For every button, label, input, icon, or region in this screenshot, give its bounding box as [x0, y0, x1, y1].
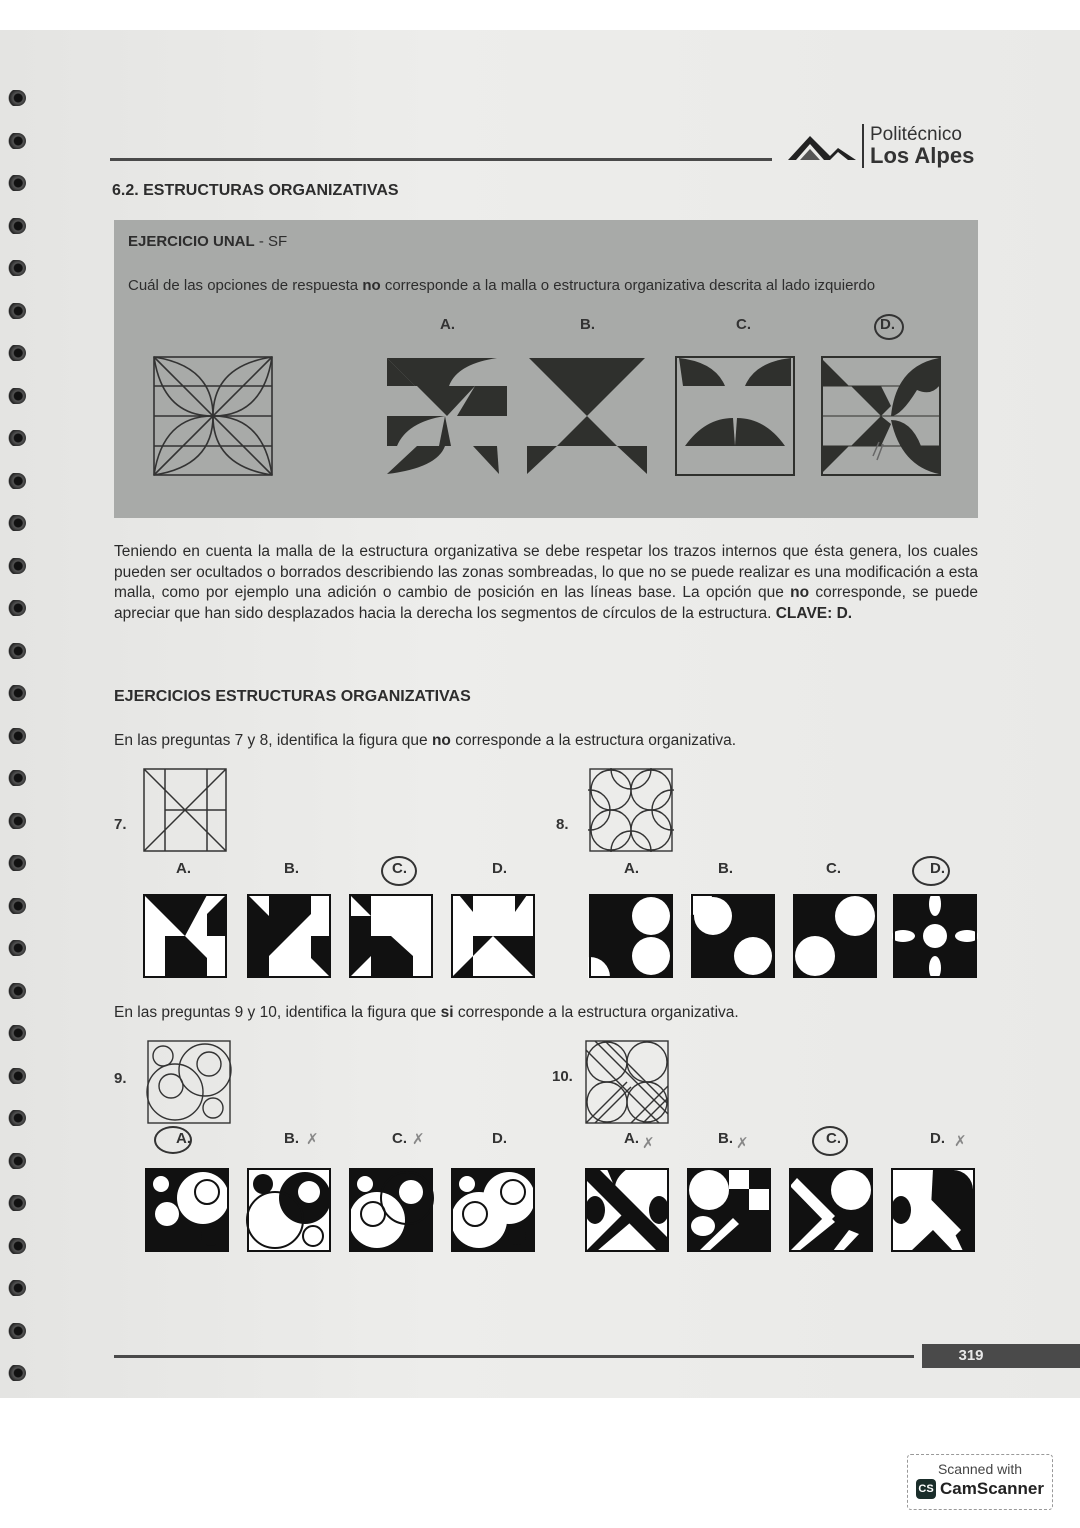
- q7-option-a-label: A.: [176, 860, 191, 877]
- instructions-9-10: En las preguntas 9 y 10, identifica la figura que si corresponde a la estructura organizativa.: [114, 1004, 739, 1021]
- watermark-line2: CamScanner: [940, 1479, 1044, 1498]
- q7-option-c-figure: [348, 894, 434, 978]
- q9-c-cross-mark: ✗: [412, 1131, 425, 1148]
- spiral-ring: [0, 430, 26, 446]
- explanation-paragraph: Teniendo en cuenta la malla de la estructura organizativa se debe respetar los trazos internos que ésta genera, los cuales pueden ser ocultados o borrados describiendo las zonas sombreadas, lo que no se puede realizar es una modificación a esta malla, como por ejemplo una adición o cambio de posición en las líneas base. La opción que no corresponde, se puede apreciar que han sido desplazados hacia la derecha los segmentos de círculos de la estructura. CLAVE: D.: [114, 543, 978, 622]
- spiral-ring: [0, 388, 26, 404]
- q8-answer-circle: [912, 856, 950, 886]
- question-10-structure: [584, 1040, 670, 1124]
- spiral-ring: [0, 1068, 26, 1084]
- q7-option-b-figure: [246, 894, 332, 978]
- q7-option-d-figure: [450, 894, 536, 978]
- question-8-number: 8.: [556, 816, 569, 833]
- footer-rule: [114, 1355, 914, 1358]
- example-option-c-figure: [674, 356, 796, 476]
- q10-option-c-label: C.: [826, 1130, 841, 1147]
- spiral-ring: [0, 1153, 26, 1169]
- example-title: EJERCICIO UNAL - SF: [128, 233, 288, 250]
- question-7-structure: [142, 768, 228, 852]
- q9-option-d-label: D.: [492, 1130, 507, 1147]
- exercises-title: EJERCICIOS ESTRUCTURAS ORGANIZATIVAS: [114, 688, 471, 705]
- q10-option-c-figure: [788, 1168, 874, 1252]
- spiral-ring: [0, 1025, 26, 1041]
- spiral-ring: [0, 940, 26, 956]
- logo-line2: Los Alpes: [870, 143, 975, 168]
- spiral-ring: [0, 1323, 26, 1339]
- q7-option-c-label: C.: [392, 860, 407, 877]
- camscanner-watermark: [907, 1454, 1053, 1510]
- spiral-ring: [0, 770, 26, 786]
- instructions-7-8: En las preguntas 7 y 8, identifica la figura que no corresponde a la estructura organizativa.: [114, 732, 737, 749]
- question-8-structure: [588, 768, 674, 852]
- q8-option-a-figure: [588, 894, 674, 978]
- q8-option-c-figure: [792, 894, 878, 978]
- spiral-ring: [0, 1110, 26, 1126]
- q7-option-d-label: D.: [492, 860, 507, 877]
- spiral-ring: [0, 728, 26, 744]
- spiral-ring: [0, 855, 26, 871]
- spiral-ring: [0, 983, 26, 999]
- spiral-ring: [0, 643, 26, 659]
- option-c-label: C.: [736, 316, 751, 333]
- q8-option-c-label: C.: [826, 860, 841, 877]
- question-9-number: 9.: [114, 1070, 127, 1087]
- q7-option-b-label: B.: [284, 860, 299, 877]
- q10-a-cross-mark: ✗: [642, 1135, 655, 1152]
- spiral-ring: [0, 90, 26, 106]
- camscanner-logo-icon: CS: [916, 1479, 936, 1499]
- spiral-ring: [0, 1195, 26, 1211]
- spiral-ring: [0, 600, 26, 616]
- logo-separator: [862, 124, 864, 168]
- politecnico-logo: [786, 124, 986, 170]
- question-9-structure: [146, 1040, 232, 1124]
- spiral-binding: [0, 90, 30, 1410]
- spiral-ring: [0, 1238, 26, 1254]
- q9-option-b-label: B.: [284, 1130, 299, 1147]
- section-title: 6.2. ESTRUCTURAS ORGANIZATIVAS: [112, 182, 399, 199]
- q10-option-b-label: B.: [718, 1130, 733, 1147]
- answer-circle: [874, 314, 904, 340]
- q9-option-c-label: C.: [392, 1130, 407, 1147]
- q10-option-a-label: A.: [624, 1130, 639, 1147]
- example-structure-figure: [152, 356, 274, 476]
- example-option-d-figure: [820, 356, 942, 476]
- example-box: [114, 220, 978, 518]
- q9-b-cross-mark: ✗: [306, 1131, 319, 1148]
- question-7-number: 7.: [114, 816, 127, 833]
- spiral-ring: [0, 813, 26, 829]
- q9-option-b-figure: [246, 1168, 332, 1252]
- q7-answer-circle: [381, 856, 417, 886]
- option-a-label: A.: [440, 316, 455, 333]
- spiral-ring: [0, 515, 26, 531]
- header-rule: [110, 158, 772, 161]
- notebook-page: [0, 30, 1080, 1398]
- spiral-ring: [0, 1280, 26, 1296]
- example-question: Cuál de las opciones de respuesta no corresponde a la malla o estructura organizativa descrita al lado izquierdo: [128, 277, 876, 294]
- spiral-ring: [0, 898, 26, 914]
- q9-option-c-figure: [348, 1168, 434, 1252]
- mountain-logo-icon: [786, 130, 858, 164]
- q8-option-d-figure: [892, 894, 978, 978]
- option-d-label: D.: [880, 316, 895, 333]
- spiral-ring: [0, 303, 26, 319]
- q8-option-a-label: A.: [624, 860, 639, 877]
- logo-line1: Politécnico: [870, 124, 962, 145]
- spiral-ring: [0, 260, 26, 276]
- question-10-number: 10.: [552, 1068, 573, 1085]
- q7-option-a-figure: [142, 894, 228, 978]
- q10-option-a-figure: [584, 1168, 670, 1252]
- spiral-ring: [0, 473, 26, 489]
- spiral-ring: [0, 175, 26, 191]
- example-option-a-figure: [386, 356, 508, 476]
- option-b-label: B.: [580, 316, 595, 333]
- example-option-b-figure: [526, 356, 648, 476]
- q9-option-d-figure: [450, 1168, 536, 1252]
- spiral-ring: [0, 1365, 26, 1381]
- spiral-ring: [0, 133, 26, 149]
- q9-option-a-label: A.: [176, 1130, 191, 1147]
- q10-option-b-figure: [686, 1168, 772, 1252]
- q10-b-cross-mark: ✗: [736, 1135, 749, 1152]
- q10-d-cross-mark: ✗: [954, 1133, 967, 1150]
- spiral-ring: [0, 685, 26, 701]
- watermark-line1: Scanned with: [937, 1461, 1023, 1477]
- spiral-ring: [0, 558, 26, 574]
- q8-option-d-label: D.: [930, 860, 945, 877]
- page-number: 319: [922, 1344, 1080, 1368]
- q10-option-d-figure: [890, 1168, 976, 1252]
- q8-option-b-label: B.: [718, 860, 733, 877]
- q8-option-b-figure: [690, 894, 776, 978]
- spiral-ring: [0, 218, 26, 234]
- q9-answer-circle: [154, 1126, 192, 1154]
- q10-option-d-label: D.: [930, 1130, 945, 1147]
- q9-option-a-figure: [144, 1168, 230, 1252]
- spiral-ring: [0, 345, 26, 361]
- q10-answer-circle: [812, 1126, 848, 1156]
